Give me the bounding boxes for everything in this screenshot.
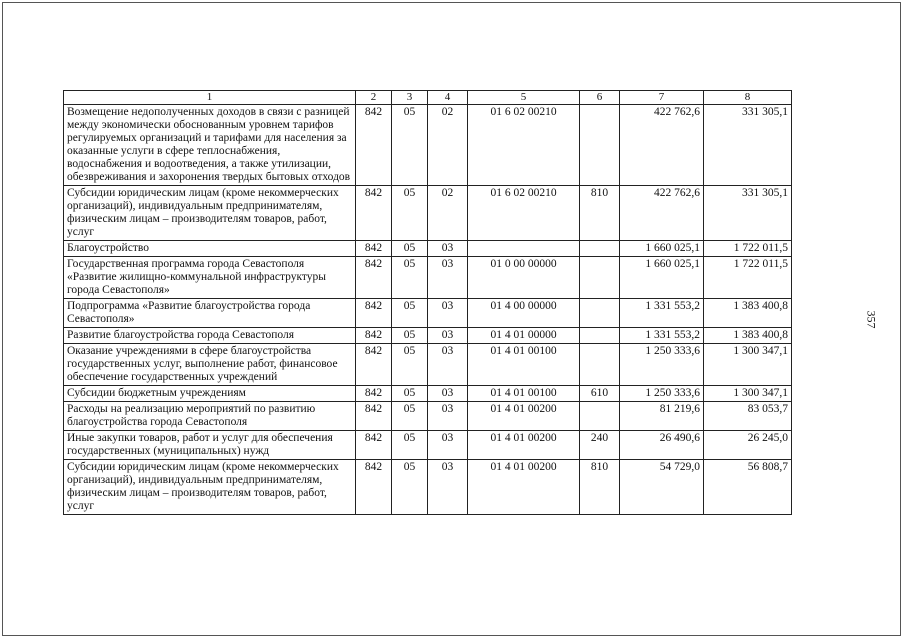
cell-ministry: 842 bbox=[356, 402, 392, 431]
cell-amount-col8: 26 245,0 bbox=[704, 431, 792, 460]
cell-amount-col8: 331 305,1 bbox=[704, 105, 792, 186]
table-row bbox=[64, 460, 792, 515]
cell-amount-col7: 81 219,6 bbox=[620, 402, 704, 431]
table-row bbox=[64, 257, 792, 299]
cell-section: 05 bbox=[392, 386, 428, 402]
cell-ministry: 842 bbox=[356, 328, 392, 344]
cell-amount-col8: 1 383 400,8 bbox=[704, 299, 792, 328]
cell-expense-type: 610 bbox=[580, 386, 620, 402]
cell-ministry: 842 bbox=[356, 241, 392, 257]
cell-name: Развитие благоустройства города Севастополя bbox=[64, 328, 356, 344]
header-cell-4: 4 bbox=[428, 91, 468, 105]
cell-amount-col7: 1 250 333,6 bbox=[620, 386, 704, 402]
cell-target-article: 01 6 02 00210 bbox=[468, 186, 580, 241]
cell-expense-type bbox=[580, 105, 620, 186]
cell-amount-col7: 422 762,6 bbox=[620, 186, 704, 241]
cell-target-article: 01 4 01 00200 bbox=[468, 460, 580, 515]
cell-subsection: 03 bbox=[428, 299, 468, 328]
cell-target-article: 01 4 01 00000 bbox=[468, 328, 580, 344]
header-cell-3: 3 bbox=[392, 91, 428, 105]
cell-amount-col8: 56 808,7 bbox=[704, 460, 792, 515]
cell-section: 05 bbox=[392, 105, 428, 186]
header-cell-5: 5 bbox=[468, 91, 580, 105]
cell-amount-col7: 1 250 333,6 bbox=[620, 344, 704, 386]
cell-name: Государственная программа города Севастополя «Развитие жилищно-коммунальной инфраструктуры города Севастополя» bbox=[64, 257, 356, 299]
cell-expense-type: 240 bbox=[580, 431, 620, 460]
cell-amount-col7: 1 660 025,1 bbox=[620, 241, 704, 257]
header-cell-1: 1 bbox=[64, 91, 356, 105]
page-number: 357 bbox=[864, 310, 879, 329]
cell-name: Возмещение недополученных доходов в связи с разницей между экономически обоснованным уровнем тарифов регулируемых организаций и тарифами для населения за оказанные услуги в сфере теплоснабжения, водоснабжения и водоотведения, а также утилизации, обезвреживания и захоронения твердых бытовых отходов bbox=[64, 105, 356, 186]
cell-expense-type bbox=[580, 299, 620, 328]
header-cell-2: 2 bbox=[356, 91, 392, 105]
cell-name: Расходы на реализацию мероприятий по развитию благоустройства города Севастополя bbox=[64, 402, 356, 431]
cell-section: 05 bbox=[392, 460, 428, 515]
cell-name: Субсидии юридическим лицам (кроме некоммерческих организаций), индивидуальным предпринимателям, физическим лицам – производителям товаров, работ, услуг bbox=[64, 460, 356, 515]
table-header-row bbox=[64, 91, 792, 105]
cell-amount-col7: 1 331 553,2 bbox=[620, 299, 704, 328]
cell-subsection: 02 bbox=[428, 186, 468, 241]
cell-amount-col8: 83 053,7 bbox=[704, 402, 792, 431]
cell-expense-type bbox=[580, 402, 620, 431]
header-cell-7: 7 bbox=[620, 91, 704, 105]
header-cell-8: 8 bbox=[704, 91, 792, 105]
cell-section: 05 bbox=[392, 299, 428, 328]
cell-amount-col8: 1 722 011,5 bbox=[704, 257, 792, 299]
table-row bbox=[64, 328, 792, 344]
cell-target-article: 01 4 01 00200 bbox=[468, 402, 580, 431]
table-row bbox=[64, 186, 792, 241]
table-row bbox=[64, 241, 792, 257]
cell-expense-type: 810 bbox=[580, 186, 620, 241]
cell-amount-col8: 1 722 011,5 bbox=[704, 241, 792, 257]
header-cell-6: 6 bbox=[580, 91, 620, 105]
cell-ministry: 842 bbox=[356, 186, 392, 241]
cell-target-article: 01 4 01 00100 bbox=[468, 344, 580, 386]
cell-target-article: 01 4 00 00000 bbox=[468, 299, 580, 328]
cell-subsection: 03 bbox=[428, 386, 468, 402]
cell-ministry: 842 bbox=[356, 105, 392, 186]
cell-target-article bbox=[468, 241, 580, 257]
cell-amount-col8: 1 383 400,8 bbox=[704, 328, 792, 344]
cell-target-article: 01 4 01 00200 bbox=[468, 431, 580, 460]
cell-name: Оказание учреждениями в сфере благоустройства государственных услуг, выполнение работ, финансовое обеспечение государственных учреждений bbox=[64, 344, 356, 386]
cell-subsection: 03 bbox=[428, 344, 468, 386]
cell-amount-col7: 422 762,6 bbox=[620, 105, 704, 186]
cell-ministry: 842 bbox=[356, 460, 392, 515]
cell-amount-col7: 1 660 025,1 bbox=[620, 257, 704, 299]
cell-section: 05 bbox=[392, 186, 428, 241]
cell-expense-type bbox=[580, 257, 620, 299]
cell-name: Подпрограмма «Развитие благоустройства города Севастополя» bbox=[64, 299, 356, 328]
cell-name: Иные закупки товаров, работ и услуг для обеспечения государственных (муниципальных) нужд bbox=[64, 431, 356, 460]
cell-name: Субсидии бюджетным учреждениям bbox=[64, 386, 356, 402]
cell-subsection: 03 bbox=[428, 257, 468, 299]
table-row bbox=[64, 344, 792, 386]
table-row bbox=[64, 386, 792, 402]
cell-subsection: 03 bbox=[428, 431, 468, 460]
cell-amount-col7: 1 331 553,2 bbox=[620, 328, 704, 344]
cell-ministry: 842 bbox=[356, 257, 392, 299]
cell-name: Субсидии юридическим лицам (кроме некоммерческих организаций), индивидуальным предпринимателям, физическим лицам – производителям товаров, работ, услуг bbox=[64, 186, 356, 241]
cell-section: 05 bbox=[392, 344, 428, 386]
cell-subsection: 03 bbox=[428, 460, 468, 515]
table-row bbox=[64, 299, 792, 328]
cell-name: Благоустройство bbox=[64, 241, 356, 257]
cell-expense-type: 810 bbox=[580, 460, 620, 515]
cell-target-article: 01 4 01 00100 bbox=[468, 386, 580, 402]
cell-expense-type bbox=[580, 328, 620, 344]
cell-amount-col7: 26 490,6 bbox=[620, 431, 704, 460]
cell-amount-col8: 331 305,1 bbox=[704, 186, 792, 241]
table-row bbox=[64, 105, 792, 186]
table-row bbox=[64, 402, 792, 431]
cell-section: 05 bbox=[392, 241, 428, 257]
cell-amount-col8: 1 300 347,1 bbox=[704, 386, 792, 402]
cell-expense-type bbox=[580, 241, 620, 257]
cell-ministry: 842 bbox=[356, 431, 392, 460]
cell-subsection: 03 bbox=[428, 402, 468, 431]
cell-ministry: 842 bbox=[356, 344, 392, 386]
cell-ministry: 842 bbox=[356, 299, 392, 328]
cell-amount-col8: 1 300 347,1 bbox=[704, 344, 792, 386]
cell-target-article: 01 0 00 00000 bbox=[468, 257, 580, 299]
cell-section: 05 bbox=[392, 328, 428, 344]
table-row bbox=[64, 431, 792, 460]
cell-section: 05 bbox=[392, 402, 428, 431]
cell-expense-type bbox=[580, 344, 620, 386]
cell-subsection: 02 bbox=[428, 105, 468, 186]
cell-subsection: 03 bbox=[428, 241, 468, 257]
cell-target-article: 01 6 02 00210 bbox=[468, 105, 580, 186]
cell-section: 05 bbox=[392, 431, 428, 460]
cell-section: 05 bbox=[392, 257, 428, 299]
budget-table bbox=[63, 90, 792, 515]
cell-ministry: 842 bbox=[356, 386, 392, 402]
cell-subsection: 03 bbox=[428, 328, 468, 344]
cell-amount-col7: 54 729,0 bbox=[620, 460, 704, 515]
